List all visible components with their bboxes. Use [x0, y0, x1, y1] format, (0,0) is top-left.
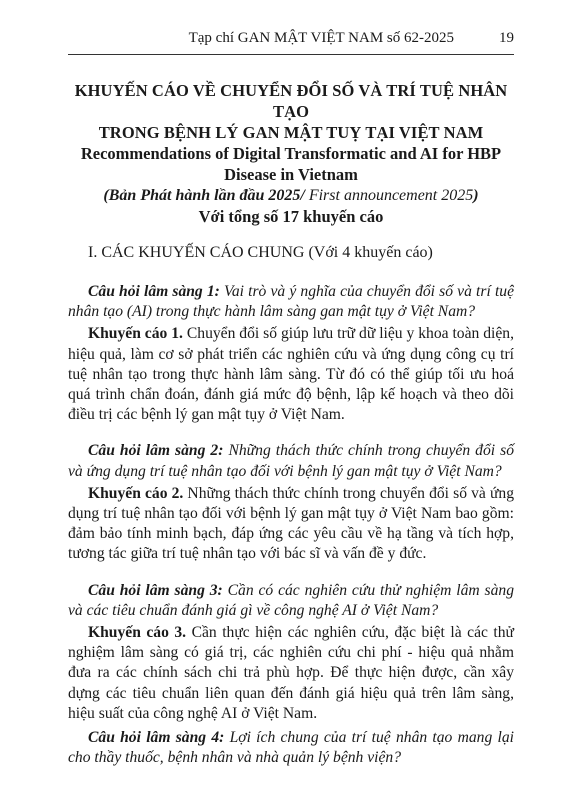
- release-vi: Bản Phát hành lần đầu 2025/: [108, 187, 305, 204]
- question-text: Cần có các nghiên cứu thử nghiệm lâm sàng và các tiêu chuẩn đánh giá gì về công nghệ AI ở Việt Nam?: [68, 581, 514, 619]
- recommendation-label: Khuyến cáo 3.: [88, 624, 187, 642]
- question-label: Câu hỏi lâm sàng 1:: [88, 283, 220, 300]
- recommendation-3: [68, 623, 514, 724]
- article-body: [68, 282, 514, 768]
- question-label: Câu hỏi lâm sàng 3:: [88, 581, 223, 599]
- clinical-question-1: [68, 282, 514, 322]
- recommendation-2: [68, 484, 514, 565]
- question-text: Lợi ích chung của trí tuệ nhân tạo mang lại cho thầy thuốc, bệnh nhân và nhà quản lý bệnh viện?: [68, 729, 514, 767]
- title-vi-line-2: TRONG BỆNH LÝ GAN MẬT TUỴ TẠI VIỆT NAM: [98, 123, 484, 142]
- question-text: Vai trò và ý nghĩa của chuyển đổi số và trí tuệ nhân tạo (AI) trong thực hành lâm sàng gan mật tụy ở Việt Nam?: [68, 283, 514, 321]
- clinical-question-2: [68, 441, 514, 481]
- running-header: [68, 30, 514, 50]
- question-label: Câu hỏi lâm sàng 2:: [88, 442, 224, 460]
- question-text: Những thách thức chính trong chuyển đổi số và ứng dụng trí tuệ nhân tạo đối với bệnh lý gan mật tụy ở Việt Nam?: [68, 442, 514, 480]
- section-heading: I. CÁC KHUYẾN CÁO CHUNG (Với 4 khuyến cáo): [88, 244, 433, 261]
- journal-title: Tạp chí GAN MẬT VIỆT NAM số 62-2025: [188, 30, 454, 46]
- spacer: [68, 425, 514, 441]
- title-en-line-1: Recommendations of Digital Transformatic and AI for HBP: [80, 144, 502, 163]
- clinical-question-3: [68, 581, 514, 621]
- release-close: ): [473, 187, 479, 204]
- release-note: [68, 185, 514, 206]
- recommendation-count: Với tổng số 17 khuyến cáo: [198, 207, 384, 226]
- recommendation-text: Chuyển đổi số giúp lưu trữ dữ liệu y khoa toàn diện, hiệu quả, làm cơ sở phát triển các nghiên cứu và ứng dụng công cụ trí tuệ nhân tạo trong thực hành lâm sàng. Từ đó có thể giúp tối ưu hoá quá trình chẩn đoán, đánh giá mức độ bệnh, lập kế hoạch và theo dõi điều trị các bệnh lý gan mật tụy ở Việt Nam.: [68, 325, 514, 424]
- clinical-question-4: [68, 728, 514, 768]
- release-open: (: [103, 187, 109, 204]
- header-rule: [68, 54, 514, 55]
- recommendation-1: [68, 324, 514, 425]
- release-en: First announcement 2025: [304, 187, 474, 204]
- title-vi-line-1: KHUYẾN CÁO VỀ CHUYỂN ĐỔI SỐ VÀ TRÍ TUỆ NHÂN TẠO: [74, 81, 508, 121]
- recommendation-label: Khuyến cáo 2.: [88, 484, 184, 502]
- article-title-block: [68, 80, 514, 227]
- page-number: 19: [499, 30, 514, 46]
- title-en-line-2: Disease in Vietnam: [224, 165, 358, 184]
- recommendation-text: Cần thực hiện các nghiên cứu, đặc biệt là các thử nghiệm lâm sàng có giá trị, các nghiên cứu chi phí - hiệu quả nhằm đưa ra các chính sách chi trả phù hợp. Để thực hiện được, cần xây dựng các tiêu chuẩn liên quan đến đánh giá hiệu quả trên lâm sàng, hiệu suất của công nghệ AI ở Việt Nam.: [68, 624, 515, 722]
- recommendation-label: Khuyến cáo 1.: [88, 325, 183, 343]
- spacer: [68, 565, 514, 581]
- question-label: Câu hỏi lâm sàng 4:: [88, 729, 225, 747]
- recommendation-text: Những thách thức chính trong chuyển đổi số và ứng dụng trí tuệ nhân tạo đối với bệnh lý gan mật tụy ở Việt Nam bao gồm: đảm bảo tính minh bạch, đáp ứng các yêu cầu về hạ tầng và tích hợp, tương tác giữa trí tuệ nhân tạo với bác sĩ và vấn đề y đức.: [68, 484, 514, 563]
